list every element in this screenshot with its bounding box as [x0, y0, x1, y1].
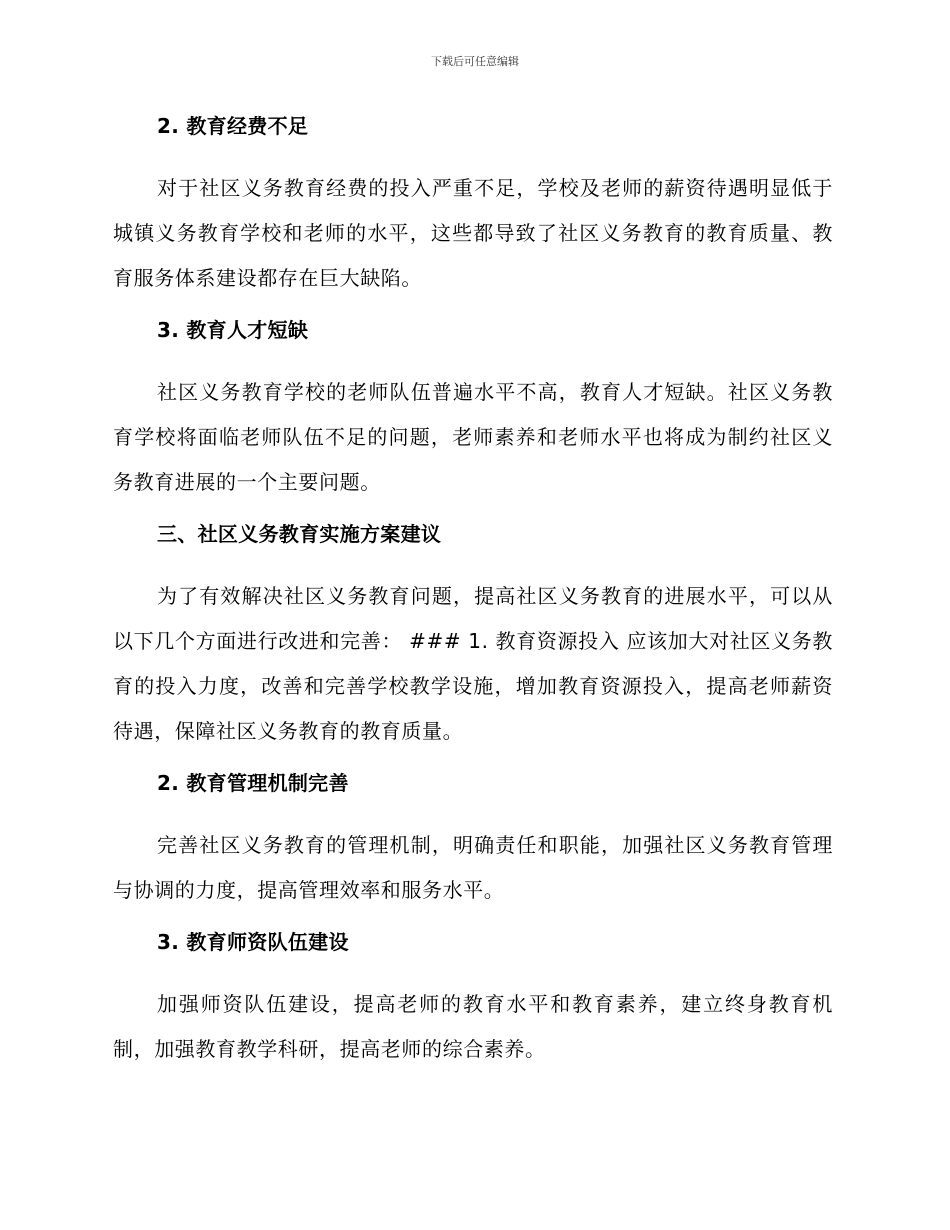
section-heading-implementation-suggestions: 三、社区义务教育实施方案建议 — [157, 522, 442, 546]
paragraph-talent-shortage: 社区义务教育学校的老师队伍普遍水平不高，教育人才短缺。社区义务教育学校将面临老师队伍不足的问题，老师素养和老师水平也将成为制约社区义务教育进展的一个主要问题。 — [113, 380, 833, 494]
paragraph-management-mechanism: 完善社区义务教育的管理机制，明确责任和职能，加强社区义务教育管理与协调的力度，提高管理效率和服务水平。 — [113, 833, 833, 902]
document-body — [113, 110, 833, 1085]
section-heading-management-mechanism: 2. 教育管理机制完善 — [157, 771, 349, 795]
section-heading-teacher-team: 3. 教育师资队伍建设 — [157, 930, 349, 954]
section-heading-education-funding: 2. 教育经费不足 — [157, 114, 309, 138]
section-heading-talent-shortage: 3. 教育人才短缺 — [157, 318, 309, 342]
page-header: 下载后可任意编辑 — [431, 55, 519, 68]
paragraph-education-funding: 对于社区义务教育经费的投入严重不足，学校及老师的薪资待遇明显低于城镇义务教育学校和老师的水平，这些都导致了社区义务教育的教育质量、教育服务体系建设都存在巨大缺陷。 — [113, 176, 833, 290]
paragraph-teacher-team: 加强师资队伍建设，提高老师的教育水平和教育素养，建立终身教育机制，加强教育教学科研，提高老师的综合素养。 — [113, 992, 833, 1061]
paragraph-implementation-suggestions: 为了有效解决社区义务教育问题，提高社区义务教育的进展水平，可以从以下几个方面进行改进和完善： ### 1. 教育资源投入 应该加大对社区义务教育的投入力度，改善和完善学校教学设施，增加教育资源投入，提高老师薪资待遇，保障社区义务教育的教育质量。 — [113, 584, 833, 743]
